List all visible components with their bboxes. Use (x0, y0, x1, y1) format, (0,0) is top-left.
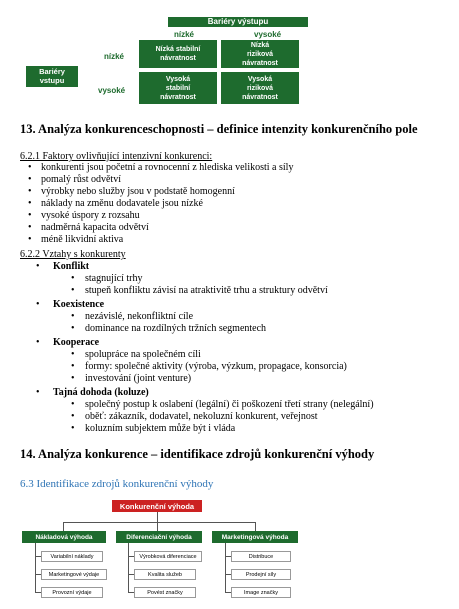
relation-sublist (64, 311, 374, 335)
subsection-6-2-1: 6.2.1 Faktory ovlivňující intenzivní konkurenci: (20, 151, 213, 162)
list-item: • nadměrná kapacita odvětví (20, 222, 293, 234)
cost-advantage-box: Nákladová výhoda (22, 531, 106, 543)
list-item: • společný postup k oslabení (legální) či poškození třetí strany (nelegální) (64, 399, 374, 411)
relation-item (32, 261, 374, 297)
competitive-advantage-box: Konkurenční výhoda (112, 500, 202, 512)
list-item: • spolupráce na společném cíli (64, 349, 374, 361)
relation-sublist (64, 399, 374, 435)
cell-text: riziková (246, 50, 274, 58)
entry-barriers-line-2: vstupu (39, 76, 65, 85)
relation-sublist (64, 273, 374, 297)
section-14-heading: 14. Analýza konkurence – identifikace zdrojů konkurenční výhody (20, 447, 375, 461)
relation-name: Kooperace (53, 337, 100, 348)
org-item: Výrobková diferenciace (134, 551, 202, 562)
exit-barriers-header: Bariéry výstupu (168, 17, 308, 27)
cell-text: Vysoká (165, 75, 191, 83)
org-item: Marketingové výdaje (41, 569, 107, 580)
cell-text: stabilní (165, 84, 191, 92)
list-item: • stagnující trhy (64, 273, 374, 285)
list-item: • pomalý růst odvětví (20, 174, 293, 186)
relation-item (32, 337, 374, 385)
matrix-cell-low-high (221, 40, 299, 68)
org-item: Distribuce (231, 551, 291, 562)
list-item: • náklady na změnu dodavatele jsou nízké (20, 198, 293, 210)
factors-list (20, 162, 293, 246)
cell-text: Nízká (250, 41, 270, 49)
list-item: • investování (joint venture) (64, 373, 374, 385)
org-item: Prodejní síly (231, 569, 291, 580)
list-item: • formy: společné aktivity (výroba, výzkum, propagace, konsorcia) (64, 361, 374, 373)
list-item: • výrobky nebo služby jsou v podstatě homogenní (20, 186, 293, 198)
section-13-heading: 13. Analýza konkurenceschopnosti – definice intenzity konkurenčního pole (20, 122, 418, 136)
cell-text: návratnost (242, 59, 278, 67)
relations-list (32, 261, 374, 435)
column-label-high: vysoké (254, 30, 282, 39)
org-item: Provozní výdaje (41, 587, 103, 598)
entry-barriers-line-1: Bariéry (39, 67, 65, 76)
row-label-low: nízké (104, 52, 125, 61)
relation-item (32, 387, 374, 435)
list-item: • koluzním subjektem může být i vláda (64, 423, 374, 435)
subsection-6-3-heading: 6.3 Identifikace zdrojů konkurenční výhody (20, 478, 214, 490)
org-item: Variabilní náklady (41, 551, 103, 562)
relation-name: Konflikt (53, 261, 90, 272)
differentiation-advantage-box: Diferenciační výhoda (116, 531, 202, 543)
org-item: Povést značky (134, 587, 196, 598)
column-label-low: nízké (174, 30, 195, 39)
marketing-advantage-box: Marketingová výhoda (212, 531, 298, 543)
relation-name: Koexistence (53, 299, 105, 310)
cell-text: návratnost (160, 55, 196, 62)
list-item: • dominance na rozdílných tržních segmentech (64, 323, 374, 335)
entry-barriers-header (26, 66, 78, 87)
cell-text: riziková (246, 84, 274, 92)
cell-text: Nízká stabilní (155, 46, 201, 53)
relation-name: Tajná dohoda (koluze) (53, 387, 149, 398)
list-item: • méně likvidní aktiva (20, 234, 293, 246)
list-item: • vysoké úspory z rozsahu (20, 210, 293, 222)
matrix-cell-low-low (139, 40, 217, 68)
matrix-cell-high-high (221, 72, 299, 104)
org-item: Image značky (231, 587, 291, 598)
cell-text: návratnost (242, 93, 278, 101)
list-item: • oběť: zákazník, dodavatel, nekoluzní konkurent, veřejnost (64, 411, 374, 423)
list-item: • stupeň konfliktu závisí na atraktivitě trhu a struktury odvětví (64, 285, 374, 297)
subsection-6-2-2: 6.2.2 Vztahy s konkurenty (20, 249, 126, 260)
list-item: • konkurenti jsou početní a rovnocenní z hlediska velikosti a síly (20, 162, 293, 174)
org-item: Kvalita služeb (134, 569, 196, 580)
cell-text: návratnost (160, 93, 196, 101)
row-label-high: vysoké (98, 86, 126, 95)
matrix-cell-high-low (139, 72, 217, 104)
relation-sublist (64, 349, 374, 385)
list-item: • nezávislé, nekonfliktní cíle (64, 311, 374, 323)
cell-text: Vysoká (247, 75, 273, 83)
relation-item (32, 299, 374, 335)
